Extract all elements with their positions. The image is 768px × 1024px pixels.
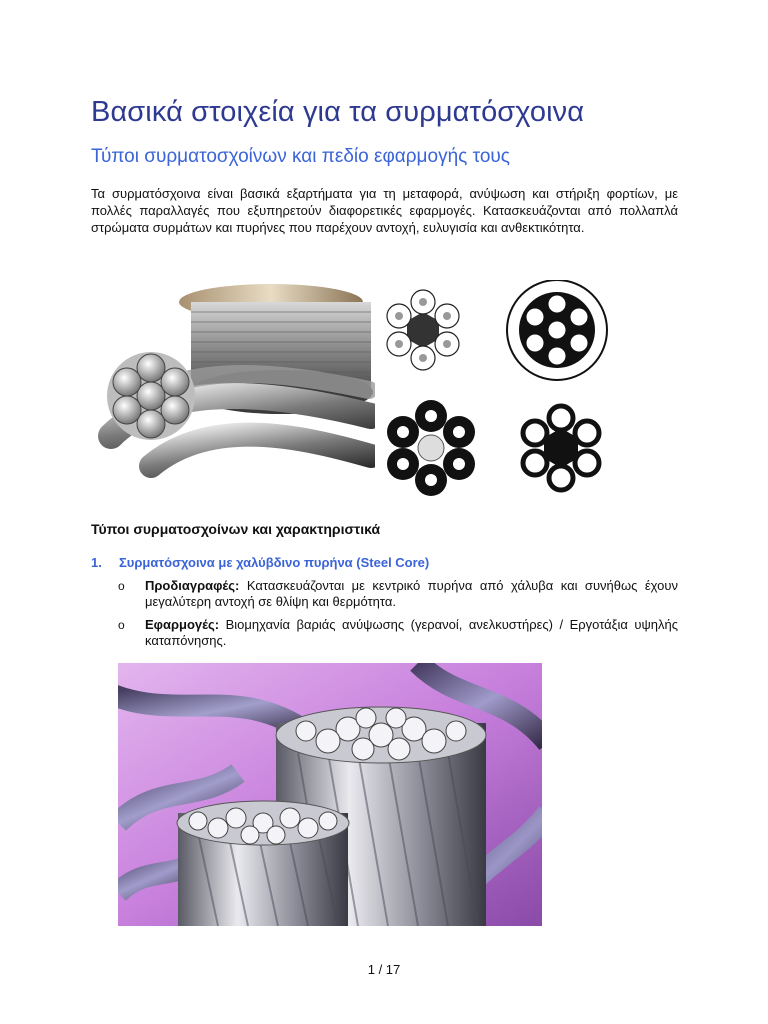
steel-core-rope-image <box>118 663 542 926</box>
bullet-text: Κατασκευάζονται με κεντρικό πυρήνα από χάλυβα και συνήθως έχουν μεγαλύτερη αντοχή σε θλίψη και θερμότητα. <box>145 578 678 609</box>
wire-rope-cross-sections-image <box>375 280 623 502</box>
cross-section-4 <box>523 406 599 490</box>
list-item-title: Συρματόσχοινα με χαλύβδινο πυρήνα (Steel Core) <box>119 555 430 570</box>
page-subtitle: Τύποι συρματοσχοίνων και πεδίο εφαρμογής τους <box>91 146 510 167</box>
section-heading: Τύποι συρματοσχοίνων και χαρακτηριστικά <box>91 521 381 537</box>
page-title: Βασικά στοιχεία για τα συρματόσχοινα <box>91 96 585 128</box>
list-item-steel-core <box>91 555 429 570</box>
wire-rope-spool-image <box>91 266 375 498</box>
bullet-label: Εφαρμογές: <box>145 617 220 632</box>
bullet-specifications <box>118 578 678 610</box>
bullet-label: Προδιαγραφές: <box>145 578 240 593</box>
bullet-marker: o <box>118 579 125 593</box>
bullet-applications <box>118 617 678 649</box>
cross-section-1 <box>387 290 459 370</box>
bullet-marker: o <box>118 618 125 632</box>
bullet-text: Βιομηχανία βαριάς ανύψωσης (γερανοί, ανελκυστήρες) / Εργοτάξια υψηλής καταπόνησης. <box>145 617 678 648</box>
cross-section-3 <box>387 400 475 496</box>
cross-section-2 <box>507 280 607 380</box>
intro-paragraph: Τα συρματόσχοινα είναι βασικά εξαρτήματα για τη μεταφορά, ανύψωση και στήριξη φορτίων, με πολλές παραλλαγές που εξυπηρετούν διαφορετικές εφαρμογές. Κατασκευάζονται από πολλαπλά στρώματα συρμάτων και πυρήνες που παρέχουν αντοχή, ευλυγισία και ανθεκτικότητα. <box>91 186 678 235</box>
list-number: 1. <box>91 555 102 570</box>
page-number: 1 / 17 <box>367 962 401 977</box>
